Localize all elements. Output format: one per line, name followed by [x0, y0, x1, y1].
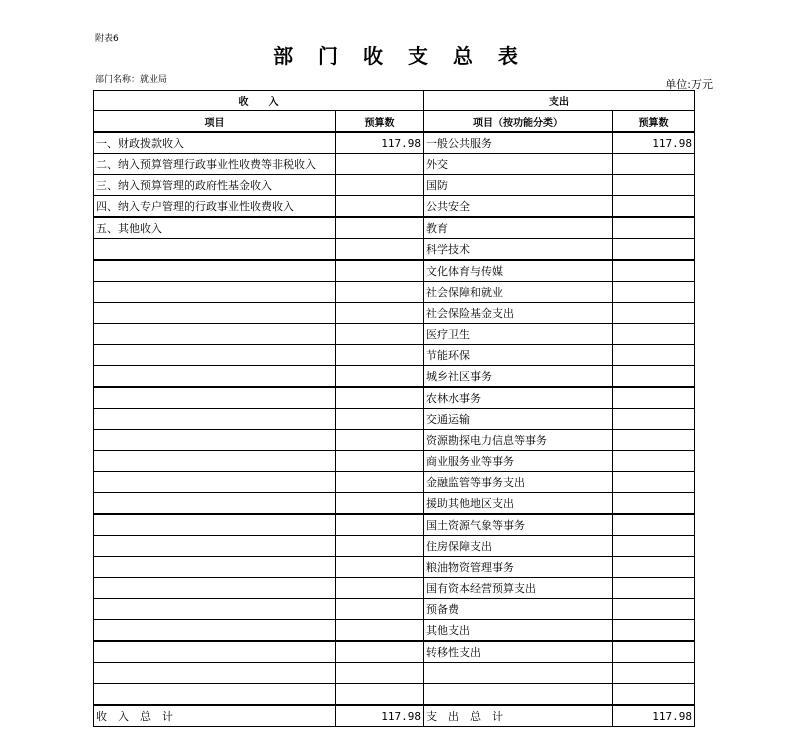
- totals-row: [94, 705, 695, 727]
- income-item-cell: [94, 514, 336, 536]
- income-value-cell: [336, 345, 424, 366]
- income-item-cell: [94, 345, 336, 366]
- expenditure-value-cell: [613, 260, 695, 282]
- expenditure-value-cell: [613, 366, 695, 388]
- expenditure-value-cell: [613, 430, 695, 451]
- income-value-cell: [336, 620, 424, 642]
- expenditure-item-cell: [424, 663, 613, 684]
- table-row: [94, 514, 695, 536]
- expenditure-value-cell: [613, 196, 695, 218]
- expenditure-item-cell: 商业服务业等事务: [424, 451, 613, 472]
- expenditure-item-cell: 资源勘探电力信息等事务: [424, 430, 613, 451]
- expenditure-item-cell: 住房保障支出: [424, 536, 613, 557]
- section-header-row: [94, 91, 695, 111]
- expenditure-item-cell: 预备费: [424, 599, 613, 620]
- income-value-cell: [336, 387, 424, 409]
- table-row: [94, 345, 695, 366]
- income-value-cell: [336, 684, 424, 706]
- income-item-cell: [94, 303, 336, 324]
- expenditure-value-cell: [613, 303, 695, 324]
- expenditure-value-cell: [613, 345, 695, 366]
- expenditure-total-value: 117.98: [613, 705, 695, 727]
- table-row: [94, 175, 695, 196]
- income-value-cell: [336, 451, 424, 472]
- income-value-cell: 117.98: [336, 132, 424, 154]
- expenditure-value-cell: [613, 599, 695, 620]
- expenditure-value-cell: [613, 578, 695, 599]
- income-value-cell: [336, 514, 424, 536]
- attachment-label: 附表6: [95, 34, 119, 44]
- income-section-header: 收 入: [94, 91, 424, 111]
- income-item-cell: [94, 324, 336, 345]
- expenditure-value-cell: [613, 324, 695, 345]
- income-item-cell: [94, 451, 336, 472]
- income-item-cell: [94, 430, 336, 451]
- income-total-value: 117.98: [336, 705, 424, 727]
- table-row: [94, 578, 695, 599]
- expenditure-item-cell: 援助其他地区支出: [424, 493, 613, 515]
- table-row: [94, 599, 695, 620]
- expenditure-item-cell: 节能环保: [424, 345, 613, 366]
- income-item-cell: [94, 260, 336, 282]
- table-row: [94, 366, 695, 388]
- table-row: [94, 282, 695, 303]
- expenditure-item-cell: 教育: [424, 217, 613, 239]
- expenditure-item-cell: 转移性支出: [424, 641, 613, 663]
- table-row: [94, 239, 695, 261]
- expenditure-value-cell: [613, 409, 695, 430]
- income-item-cell: [94, 557, 336, 578]
- expenditure-value-cell: [613, 663, 695, 684]
- income-value-cell: [336, 663, 424, 684]
- income-value-cell: [336, 196, 424, 218]
- expenditure-item-cell: 社会保障和就业: [424, 282, 613, 303]
- column-header-row: [94, 111, 695, 133]
- table-body: [94, 132, 695, 705]
- expenditure-item-cell: 社会保险基金支出: [424, 303, 613, 324]
- expenditure-value-cell: [613, 387, 695, 409]
- table-row: [94, 641, 695, 663]
- expenditure-item-cell: 国防: [424, 175, 613, 196]
- income-item-cell: [94, 578, 336, 599]
- expenditure-value-cell: [613, 217, 695, 239]
- table-row: [94, 472, 695, 493]
- income-item-cell: [94, 620, 336, 642]
- table-row: [94, 557, 695, 578]
- table-row: [94, 493, 695, 515]
- income-item-cell: [94, 663, 336, 684]
- budget-table: [93, 90, 695, 727]
- expenditure-value-cell: [613, 154, 695, 175]
- income-value-cell: [336, 430, 424, 451]
- expenditure-item-cell: 农林水事务: [424, 387, 613, 409]
- table-row: [94, 409, 695, 430]
- income-item-cell: 一、财政拨款收入: [94, 132, 336, 154]
- income-item-cell: [94, 536, 336, 557]
- expenditure-budget-header: 预算数: [613, 111, 695, 133]
- income-item-cell: [94, 599, 336, 620]
- expenditure-item-cell: 城乡社区事务: [424, 366, 613, 388]
- income-item-cell: [94, 387, 336, 409]
- income-value-cell: [336, 239, 424, 261]
- expenditure-item-cell: 一般公共服务: [424, 132, 613, 154]
- expenditure-item-cell: 文化体育与传媒: [424, 260, 613, 282]
- expenditure-item-cell: 国有资本经营预算支出: [424, 578, 613, 599]
- table-row: [94, 387, 695, 409]
- expenditure-value-cell: [613, 514, 695, 536]
- income-value-cell: [336, 599, 424, 620]
- income-value-cell: [336, 324, 424, 345]
- unit-label: 单位:万元: [665, 78, 713, 91]
- expenditure-value-cell: [613, 451, 695, 472]
- income-item-cell: [94, 684, 336, 706]
- income-value-cell: [336, 493, 424, 515]
- income-item-cell: [94, 282, 336, 303]
- income-value-cell: [336, 366, 424, 388]
- table-row: [94, 536, 695, 557]
- income-total-label: 收入总计: [94, 705, 336, 727]
- income-value-cell: [336, 154, 424, 175]
- expenditure-item-cell: 粮油物资管理事务: [424, 557, 613, 578]
- income-value-cell: [336, 175, 424, 196]
- expenditure-item-cell: 其他支出: [424, 620, 613, 642]
- income-value-cell: [336, 578, 424, 599]
- expenditure-value-cell: [613, 557, 695, 578]
- expenditure-item-header: 项目（按功能分类）: [424, 111, 613, 133]
- expenditure-value-cell: [613, 175, 695, 196]
- expenditure-value-cell: [613, 493, 695, 515]
- expenditure-item-cell: 科学技术: [424, 239, 613, 261]
- expenditure-item-cell: 国土资源气象等事务: [424, 514, 613, 536]
- table-row: [94, 430, 695, 451]
- table-row: [94, 324, 695, 345]
- expenditure-item-cell: 交通运输: [424, 409, 613, 430]
- expenditure-item-cell: 外交: [424, 154, 613, 175]
- expenditure-value-cell: [613, 472, 695, 493]
- expenditure-value-cell: [613, 282, 695, 303]
- expenditure-value-cell: [613, 536, 695, 557]
- income-item-cell: 三、纳入预算管理的政府性基金收入: [94, 175, 336, 196]
- table-row: [94, 663, 695, 684]
- expenditure-item-cell: [424, 684, 613, 706]
- income-item-cell: 五、其他收入: [94, 217, 336, 239]
- income-value-cell: [336, 536, 424, 557]
- expenditure-total-label: 支出总计: [424, 705, 613, 727]
- expenditure-section-header: 支出: [424, 91, 695, 111]
- expenditure-value-cell: [613, 684, 695, 706]
- income-value-cell: [336, 409, 424, 430]
- income-item-cell: [94, 641, 336, 663]
- income-value-cell: [336, 217, 424, 239]
- table-row: [94, 620, 695, 642]
- income-item-cell: 四、纳入专户管理的行政事业性收费收入: [94, 196, 336, 218]
- income-item-cell: [94, 409, 336, 430]
- income-item-cell: [94, 366, 336, 388]
- income-budget-header: 预算数: [336, 111, 424, 133]
- income-item-cell: 二、纳入预算管理行政事业性收费等非税收入: [94, 154, 336, 175]
- table-row: [94, 684, 695, 706]
- table-row: [94, 154, 695, 175]
- table-row: [94, 196, 695, 218]
- expenditure-item-cell: 金融监管等事务支出: [424, 472, 613, 493]
- table-row: [94, 303, 695, 324]
- table-row: [94, 451, 695, 472]
- income-item-cell: [94, 493, 336, 515]
- income-item-header: 项目: [94, 111, 336, 133]
- expenditure-item-cell: 公共安全: [424, 196, 613, 218]
- income-item-cell: [94, 239, 336, 261]
- income-value-cell: [336, 557, 424, 578]
- income-value-cell: [336, 641, 424, 663]
- expenditure-value-cell: [613, 239, 695, 261]
- income-value-cell: [336, 260, 424, 282]
- income-value-cell: [336, 303, 424, 324]
- expenditure-item-cell: 医疗卫生: [424, 324, 613, 345]
- table-row: [94, 260, 695, 282]
- department-label: 部门名称：就业局: [95, 75, 168, 85]
- expenditure-value-cell: [613, 620, 695, 642]
- expenditure-value-cell: [613, 641, 695, 663]
- income-item-cell: [94, 472, 336, 493]
- income-value-cell: [336, 472, 424, 493]
- income-value-cell: [336, 282, 424, 303]
- table-row: [94, 132, 695, 154]
- expenditure-value-cell: 117.98: [613, 132, 695, 154]
- table-row: [94, 217, 695, 239]
- page-title: 部 门 收 支 总 表: [273, 44, 527, 68]
